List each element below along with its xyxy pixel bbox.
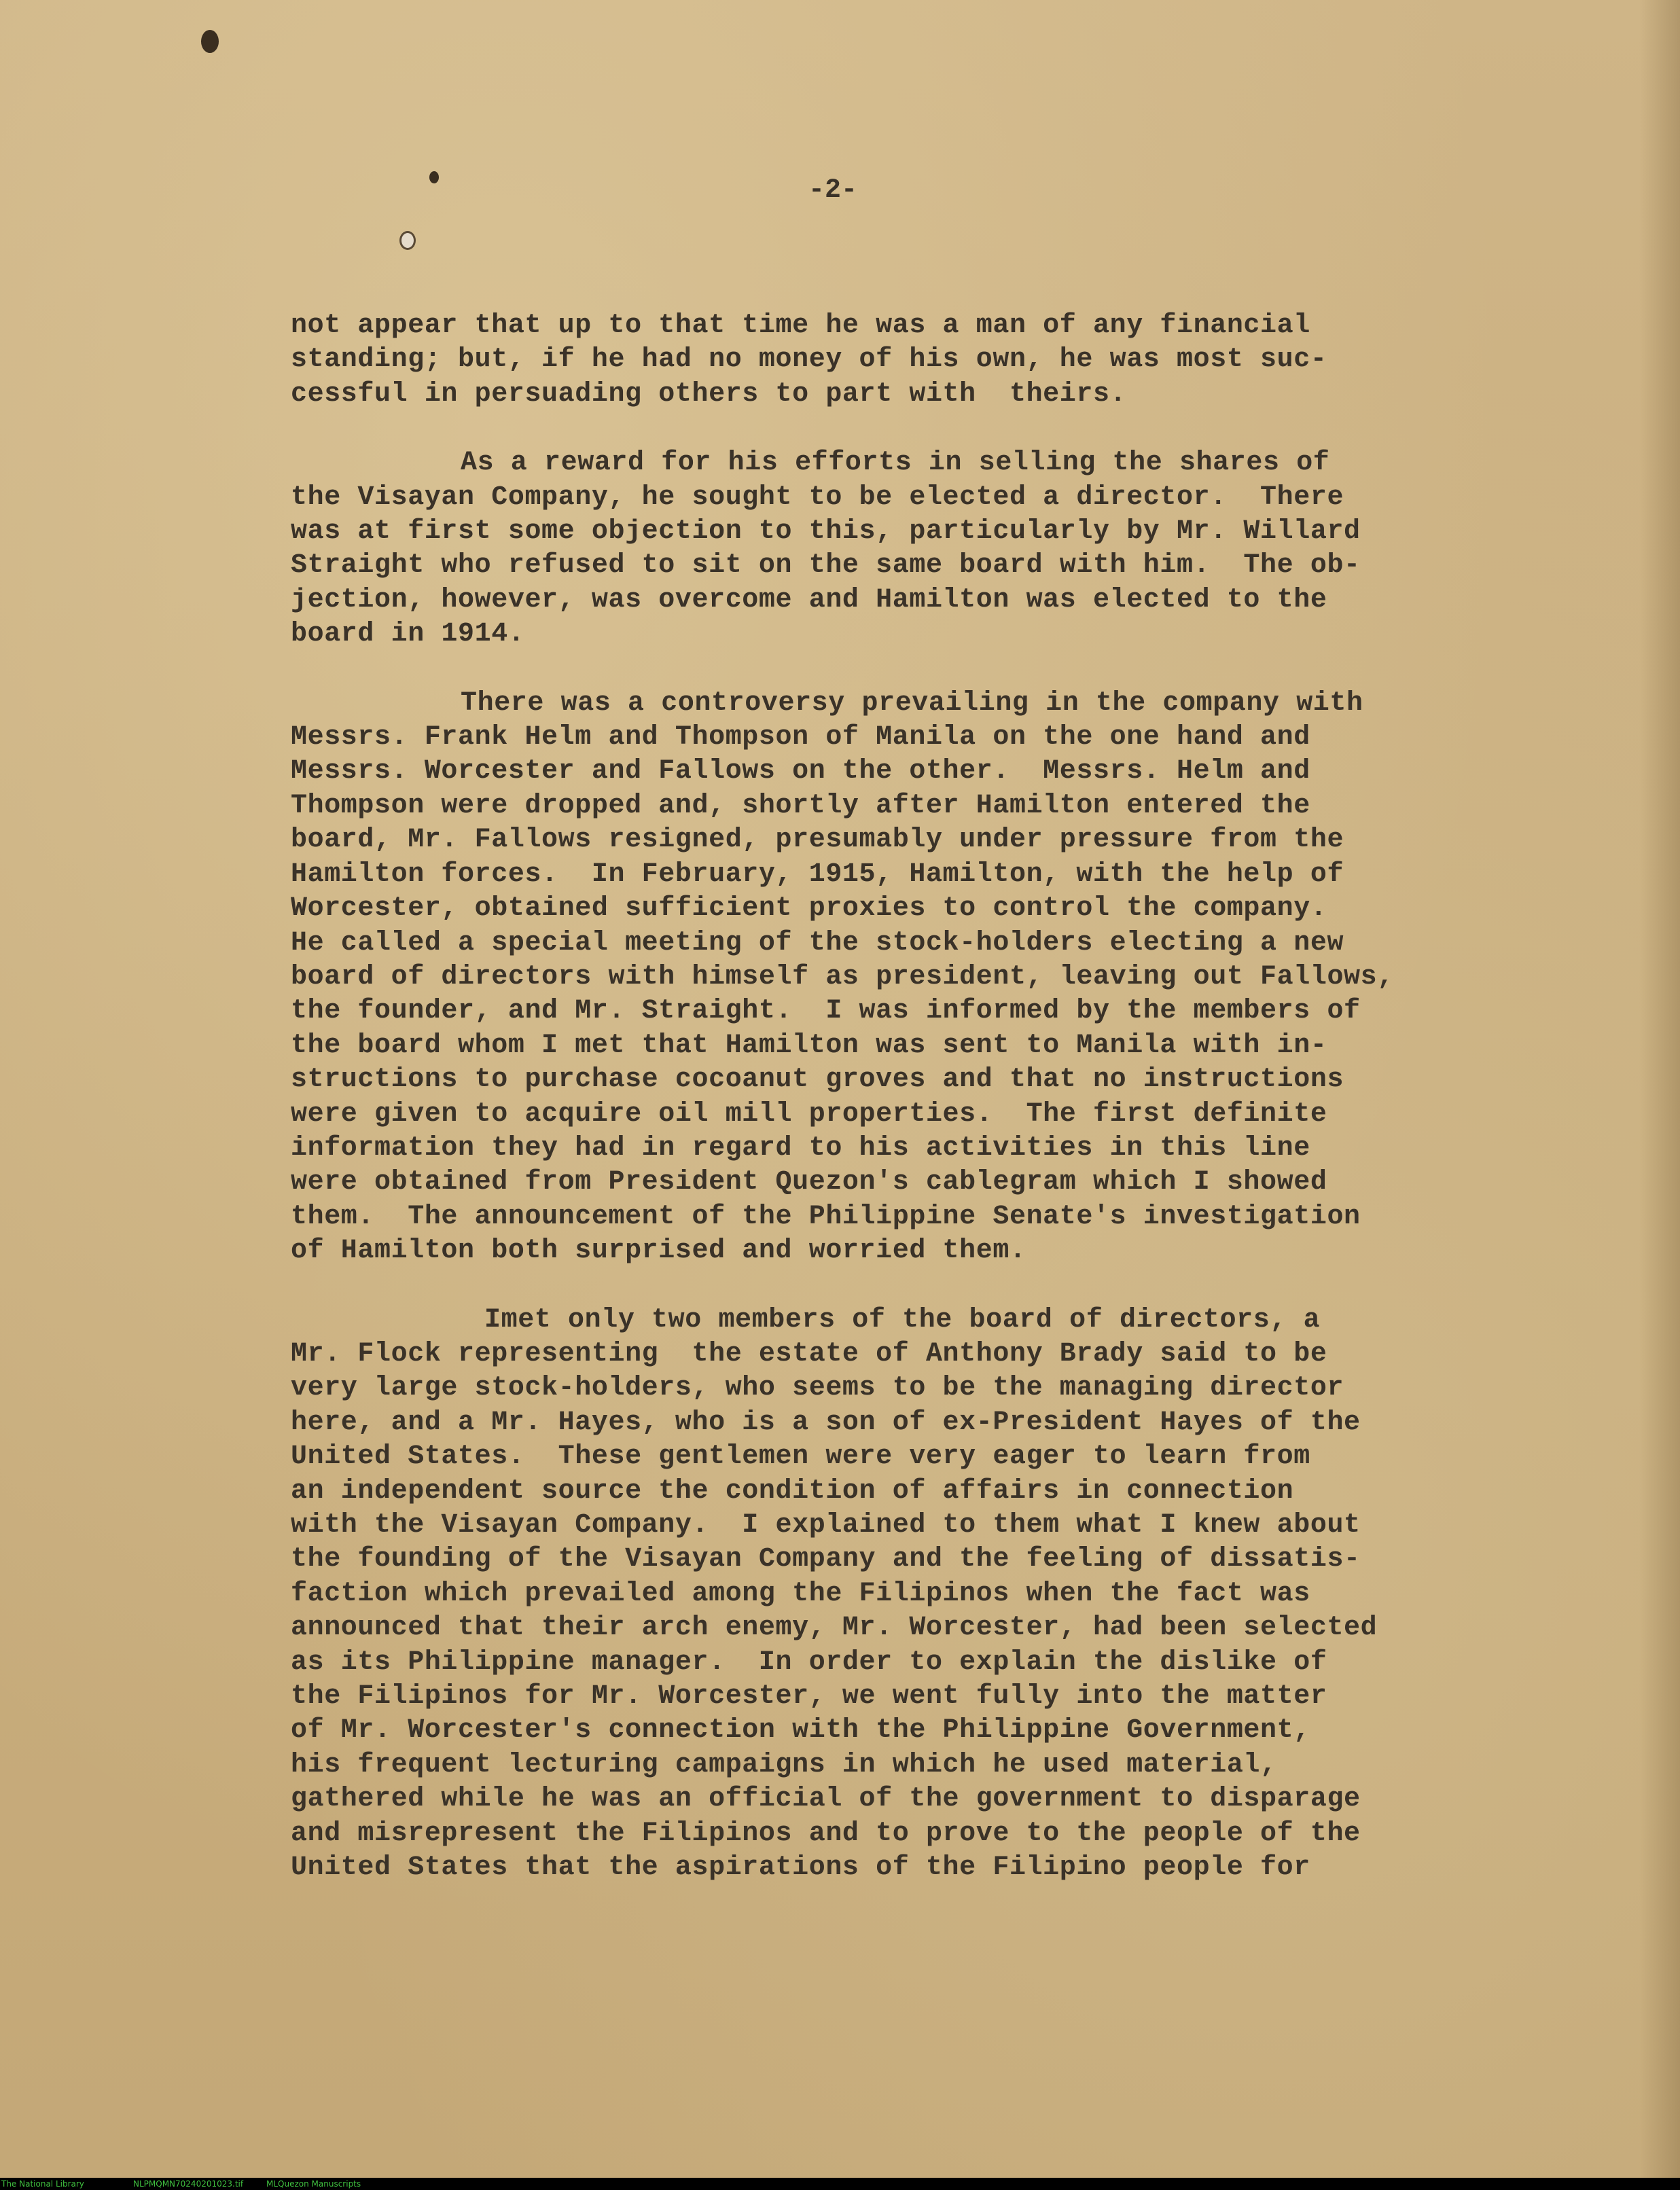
text-line: Hamilton forces. In February, 1915, Hamilton, with the help of (291, 859, 1344, 890)
ink-blot (201, 30, 219, 53)
text-line: structions to purchase cocoanut groves and that no instructions (291, 1064, 1344, 1096)
text-line: board, Mr. Fallows resigned, presumably under pressure from the (291, 825, 1344, 856)
paragraph-4 (291, 1304, 1459, 1886)
text-line: announced that their arch enemy, Mr. Worcester, had been selected (291, 1613, 1378, 1644)
paragraph-1 (291, 309, 1459, 412)
text-line: the Filipinos for Mr. Worcester, we went fully into the matter (291, 1681, 1327, 1712)
text-line: United States that the aspirations of the Filipino people for (291, 1852, 1310, 1884)
text-line: He called a special meeting of the stock-holders electing a new (291, 927, 1344, 958)
text-line: them. The announcement of the Philippine Senate's investigation (291, 1201, 1361, 1232)
scan-footer (0, 2178, 1680, 2190)
text-line: Messrs. Frank Helm and Thompson of Manila on the one hand and (291, 722, 1310, 753)
text-line: gathered while he was an official of the government to disparage (291, 1784, 1361, 1815)
text-line: There was a controversy prevailing in the company with (461, 687, 1363, 719)
text-line: here, and a Mr. Hayes, who is a son of ex-President Hayes of the (291, 1407, 1361, 1438)
text-line: and misrepresent the Filipinos and to prove to the people of the (291, 1818, 1361, 1849)
text-line: of Hamilton both surprised and worried them. (291, 1236, 1026, 1267)
text-line: jection, however, was overcome and Hamilton was elected to the (291, 584, 1327, 615)
text-line: board in 1914. (291, 619, 525, 650)
paragraph-3 (291, 687, 1459, 1269)
footer-library: The National Library (1, 2179, 84, 2189)
page-number: -2- (808, 175, 858, 206)
text-line: as its Philippine manager. In order to explain the dislike of (291, 1647, 1327, 1678)
punch-hole (399, 231, 416, 250)
text-line: the board whom I met that Hamilton was sent to Manila with in- (291, 1030, 1327, 1061)
text-line: standing; but, if he had no money of his own, he was most suc- (291, 344, 1327, 376)
text-line: Worcester, obtained sufficient proxies to control the company. (291, 893, 1327, 925)
text-line: faction which prevailed among the Filipinos when the fact was (291, 1578, 1310, 1609)
text-line: cessful in persuading others to part with theirs. (291, 378, 1127, 410)
text-line: information they had in regard to his activities in this line (291, 1132, 1310, 1164)
text-line: of Mr. Worcester's connection with the Philippine Government, (291, 1715, 1310, 1746)
text-line: not appear that up to that time he was a man of any financial (291, 310, 1310, 341)
footer-filename: NLPMQMN70240201023.tif (133, 2179, 244, 2189)
text-line: an independent source the condition of affairs in connection (291, 1475, 1294, 1507)
text-line: Mr. Flock representing the estate of Anthony Brady said to be (291, 1338, 1327, 1369)
text-line: was at first some objection to this, particularly by Mr. Willard (291, 516, 1361, 548)
footer-collection: MLQuezon Manuscripts (266, 2179, 361, 2189)
text-line: the founding of the Visayan Company and the feeling of dissatis- (291, 1544, 1361, 1575)
text-line: United States. These gentlemen were very eager to learn from (291, 1441, 1310, 1473)
text-line: very large stock-holders, who seems to be the managing director (291, 1373, 1344, 1404)
typed-body-text (291, 309, 1459, 1920)
text-line: Messrs. Worcester and Fallows on the other. Messrs. Helm and (291, 756, 1310, 787)
text-line: the founder, and Mr. Straight. I was informed by the members of (291, 996, 1361, 1027)
text-line: the Visayan Company, he sought to be elected a director. There (291, 482, 1344, 513)
text-line: Straight who refused to sit on the same board with him. The ob- (291, 550, 1361, 581)
text-line: board of directors with himself as president, leaving out Fallows, (291, 961, 1394, 992)
paragraph-2 (291, 446, 1459, 651)
text-line: his frequent lecturing campaigns in which he used material, (291, 1749, 1277, 1780)
text-line: Imet only two members of the board of directors, a (484, 1304, 1321, 1335)
ink-dot (429, 171, 439, 183)
text-line: Thompson were dropped and, shortly after Hamilton entered the (291, 790, 1310, 821)
text-line: were given to acquire oil mill properties. The first definite (291, 1098, 1327, 1130)
text-line: were obtained from President Quezon's cablegram which I showed (291, 1167, 1327, 1198)
paper-edge-shadow (1639, 0, 1680, 2178)
text-line: As a reward for his efforts in selling the shares of (461, 448, 1330, 479)
text-line: with the Visayan Company. I explained to them what I knew about (291, 1510, 1361, 1541)
